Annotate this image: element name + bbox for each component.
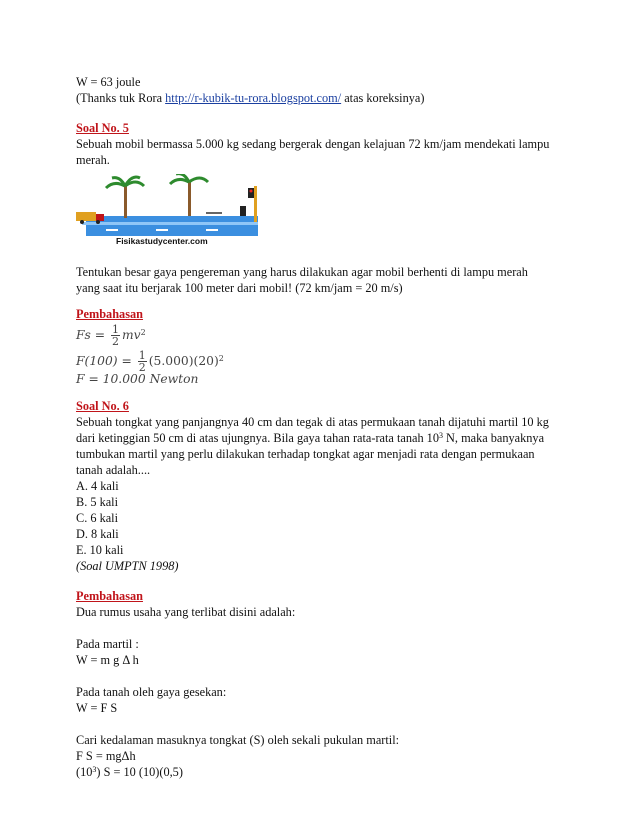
option-d: D. 8 kali	[76, 527, 119, 541]
text-line: yang saat itu berjarak 100 meter dari mobil! (72 km/jam = 20 m/s)	[76, 281, 403, 295]
text-line: F S = mgΔh	[76, 749, 136, 763]
equation-2: F(100) = $\frac{1}{2}$ $(5.000)(20)^2$	[76, 349, 224, 374]
text-line: tanah adalah....	[76, 463, 151, 477]
text-line: W = m g Δ h	[76, 653, 139, 667]
option-a: A. 4 kali	[76, 479, 119, 493]
equation-3: F = 10.000 Newton	[76, 372, 199, 386]
equation-1: Fs = $\frac{1}{2}$ $mv^2$	[76, 323, 146, 348]
option-c: C. 6 kali	[76, 511, 119, 525]
blog-link[interactable]: http://r-kubik-tu-rora.blogspot.com/	[165, 91, 342, 105]
text-line: tumbukan martil yang perlu dilakukan terhadap tongkat agar menjadi rata dengan permukaan	[76, 447, 535, 461]
thanks-line	[76, 90, 424, 106]
option-b: B. 5 kali	[76, 495, 119, 509]
text-line: W = 63 joule	[76, 75, 141, 89]
pembahasan-heading: Pembahasan	[76, 307, 143, 321]
text-line: W = F S	[76, 701, 118, 715]
text-line: Dua rumus usaha yang terlibat disini adalah:	[76, 605, 296, 619]
text-line: merah.	[76, 153, 110, 167]
thanks-text: (Thanks tuk Rora	[76, 91, 166, 105]
watermark-text: Fisikastudycenter.com	[116, 236, 208, 246]
pembahasan-heading: Pembahasan	[76, 589, 143, 603]
text-line: $(10^3) S = 10$ (10)(0,5)	[76, 765, 183, 779]
source-note: (Soal UMPTN 1998)	[76, 559, 179, 573]
text-line: Cari kedalaman masuknya tongkat (S) oleh sekali pukulan martil:	[76, 733, 400, 747]
option-e: E. 10 kali	[76, 543, 124, 557]
road-illustration	[76, 174, 262, 246]
palm-tree-icon	[170, 174, 208, 216]
text-line: Tentukan besar gaya pengereman yang harus dilakukan agar mobil berhenti di lampu merah	[76, 265, 528, 279]
thanks-text: atas koreksinya)	[341, 91, 425, 105]
text-line: Sebuah tongkat yang panjangnya 40 cm dan tegak di atas permukaan tanah dijatuhi martil 10 kg	[76, 415, 549, 429]
text-line: Pada tanah oleh gaya gesekan:	[76, 685, 227, 699]
soal5-heading: Soal No. 5	[76, 121, 129, 135]
palm-tree-icon	[106, 177, 144, 218]
soal6-heading: Soal No. 6	[76, 399, 129, 413]
text-line: Sebuah mobil bermassa 5.000 kg sedang bergerak dengan kelajuan 72 km/jam mendekati lampu	[76, 137, 550, 151]
text-line: dari ketinggian 50 cm di atas ujungnya. Bila gaya tahan rata-rata tanah $10^3$ N, maka banyaknya	[76, 431, 545, 445]
road	[86, 216, 258, 236]
text-line: Pada martil :	[76, 637, 139, 651]
